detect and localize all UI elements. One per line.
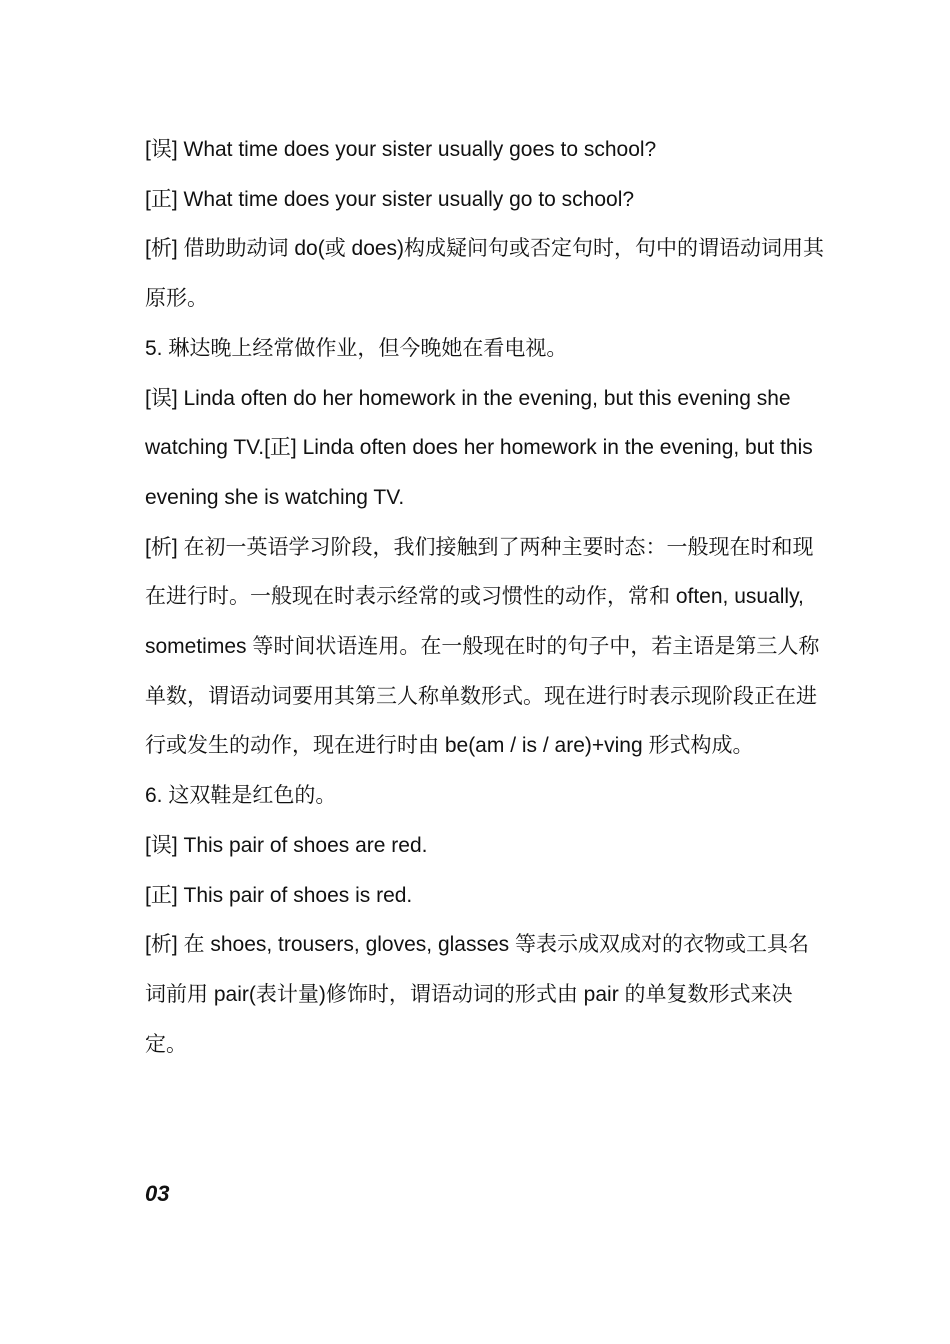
paragraph-analysis-6: [析] 在 shoes, trousers, gloves, glasses 等表示成双成对的衣物或工具名词前用 pair(表计量)修饰时，谓语动词的形式由 pair 的单复数形式来决定。 xyxy=(145,933,809,1056)
page-number: 03 xyxy=(145,1181,170,1206)
paragraph-analysis-5: [析] 在初一英语学习阶段，我们接触到了两种主要时态：一般现在时和现在进行时。一般现在时表示经常的或习惯性的动作，常和 often, usually, sometimes 等时间状语连用。在一般现在时的句子中，若主语是第三人称单数，谓语动词要用其第三人称单数形式。现在进行时表示现阶段正在进行或发生的动作，现在进行时由 be(am / is / are)+ving 形式构成。 xyxy=(145,535,820,758)
paragraph-wrong-1: [误] What time does your sister usually goes to school? xyxy=(145,138,657,161)
paragraph-correct-1: [正] What time does your sister usually go to school? xyxy=(145,187,635,211)
document-body xyxy=(145,125,825,1069)
paragraph-wrong-6: [误] This pair of shoes are red. xyxy=(145,833,428,857)
item-5-heading: 5. 琳达晚上经常做作业，但今晚她在看电视。 xyxy=(145,336,568,360)
paragraph-wrong-correct-5: [误] Linda often do her homework in the evening, but this evening she watching TV.[正] Linda often does her homework in the evening, but this evening she is watching TV. xyxy=(145,386,813,509)
paragraph-analysis-1: [析] 借助助动词 do(或 does)构成疑问句或否定句时，句中的谓语动词用其原形。 xyxy=(145,237,825,311)
paragraph-correct-6: [正] This pair of shoes is red. xyxy=(145,883,413,907)
item-6-heading: 6. 这双鞋是红色的。 xyxy=(145,784,337,808)
